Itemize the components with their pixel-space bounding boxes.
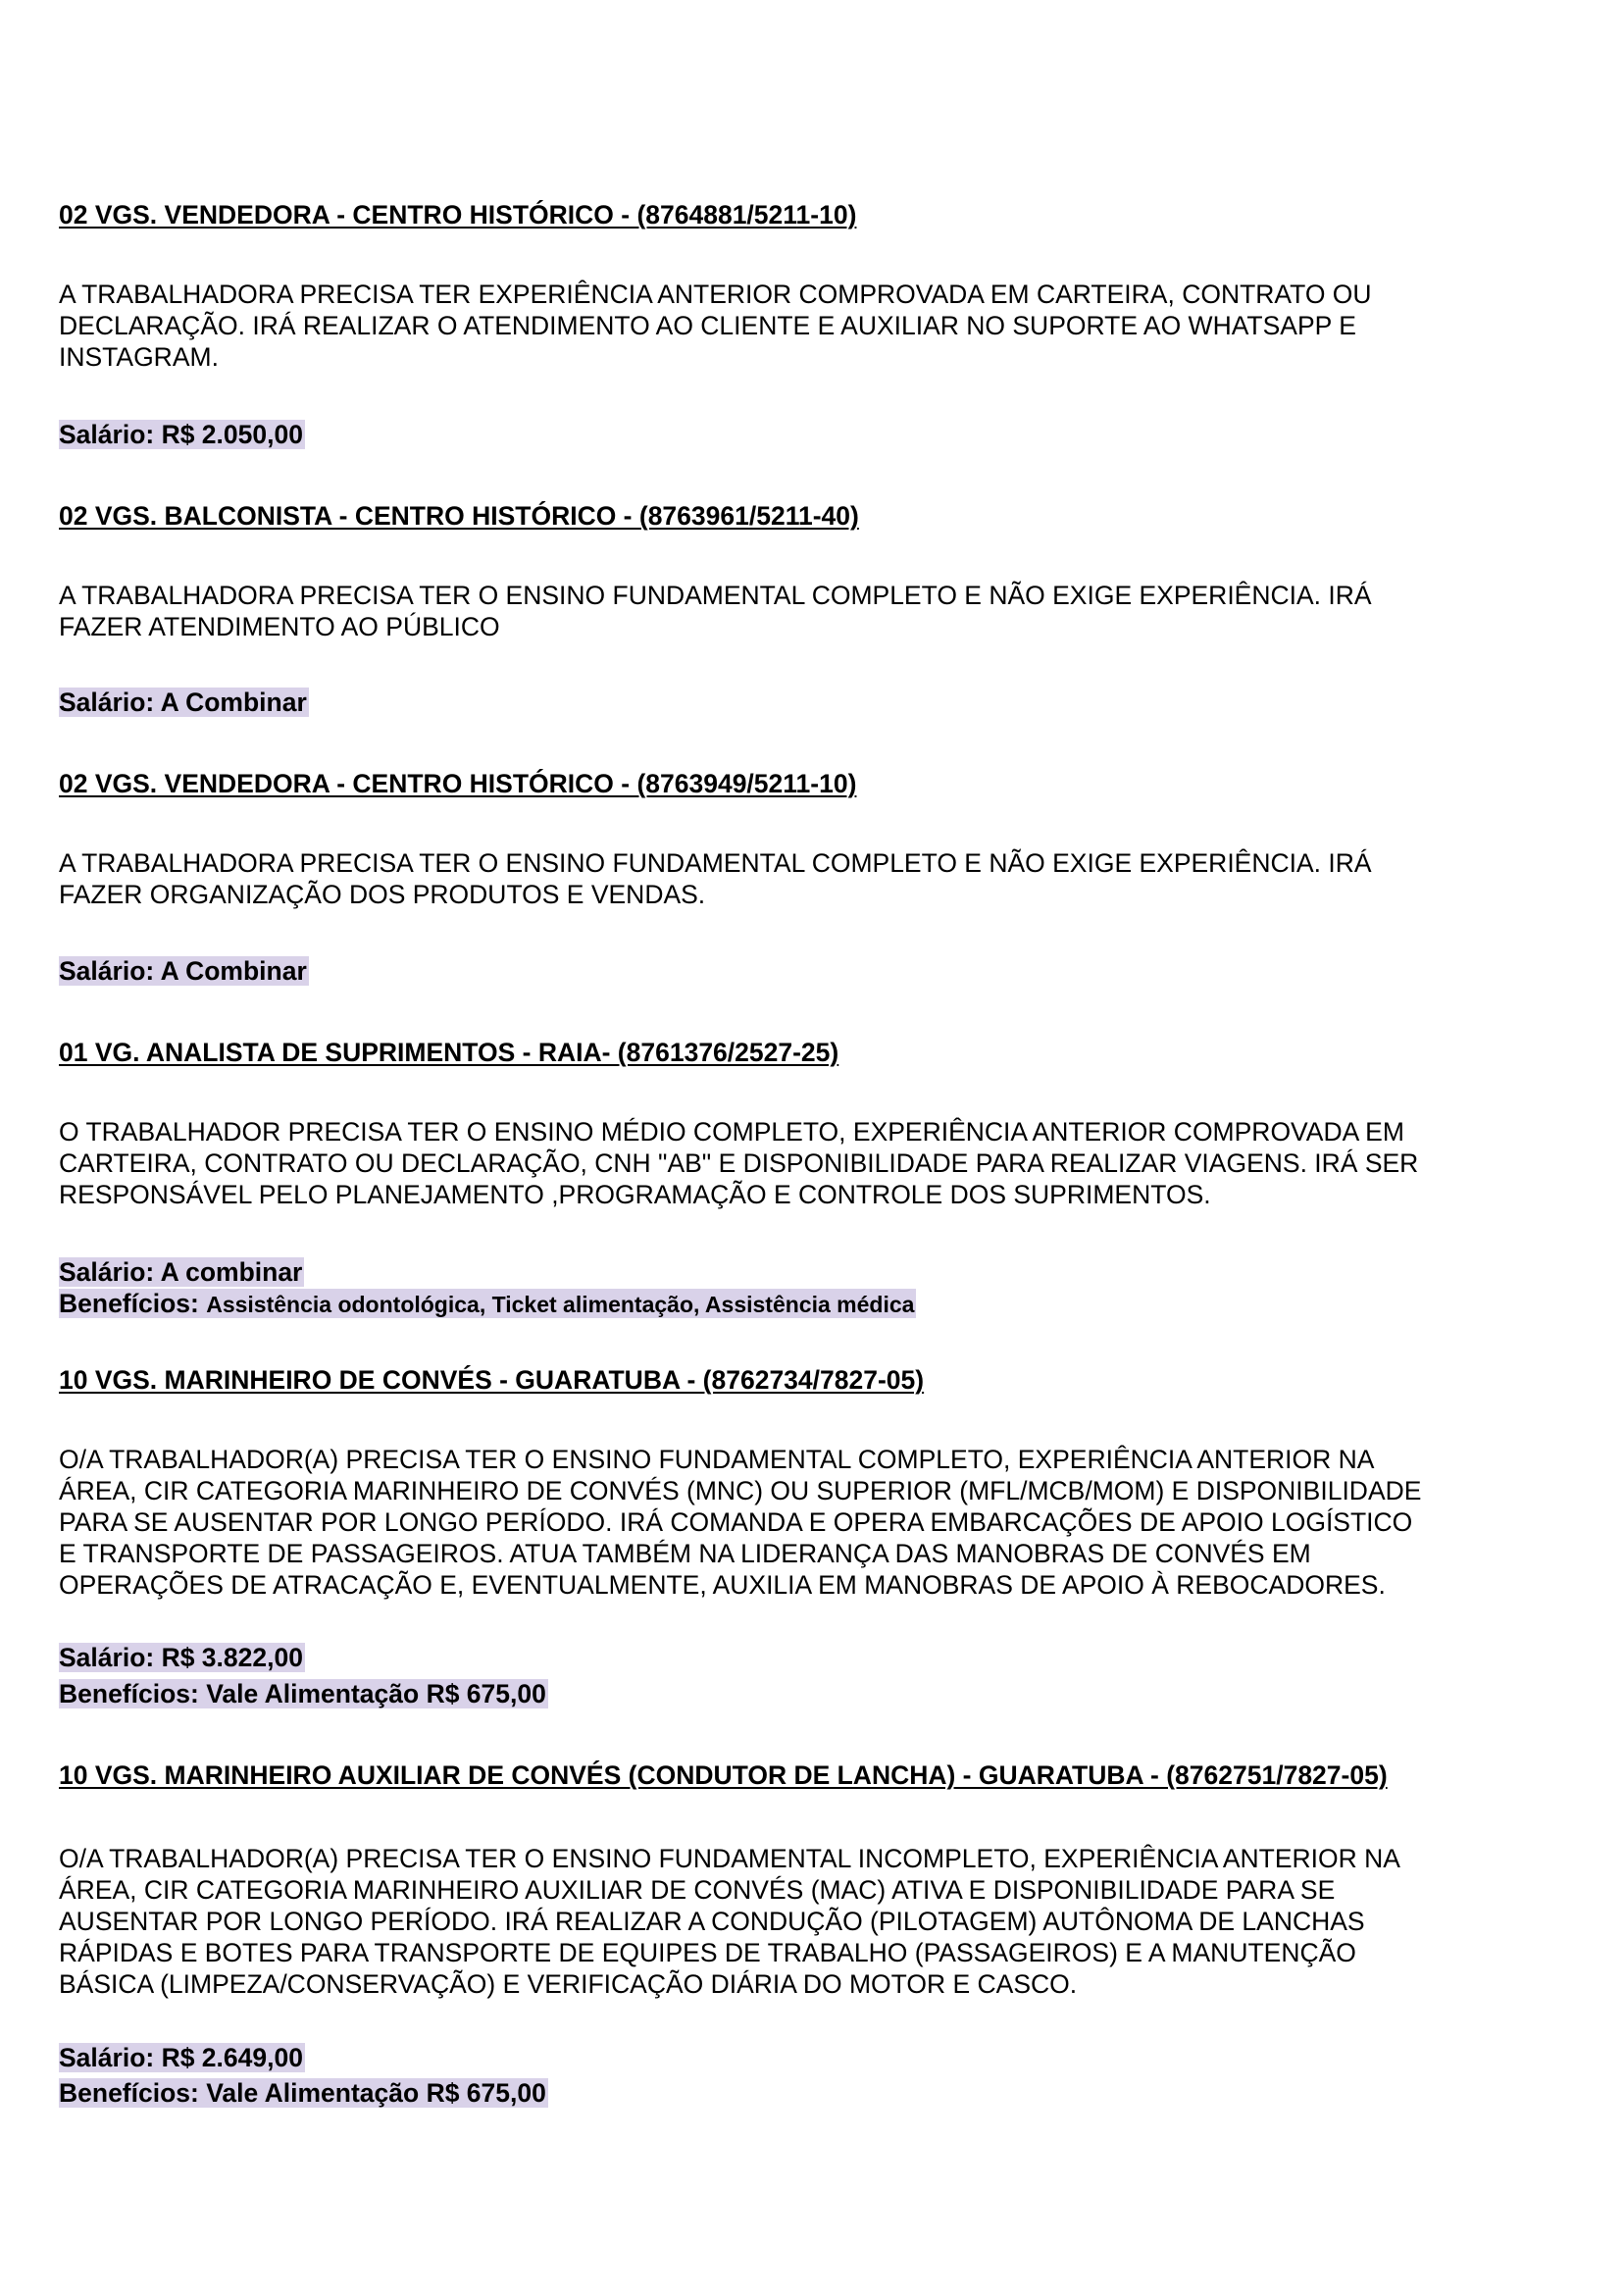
job-description-line: INSTAGRAM. [59,342,219,372]
salary-highlight: Salário: R$ 3.822,00 [59,1643,303,1672]
benefits-line [59,1288,916,1320]
salary-highlight: Salário: R$ 2.649,00 [59,2043,303,2072]
job-description-line: O/A TRABALHADOR(A) PRECISA TER O ENSINO FUNDAMENTAL COMPLETO, EXPERIÊNCIA ANTERIOR NA [59,1445,1375,1474]
job-description-line: PARA SE AUSENTAR POR LONGO PERÍODO. IRÁ COMANDA E OPERA EMBARCAÇÕES DE APOIO LOGÍSTICO [59,1507,1413,1537]
salary-line [59,419,305,450]
job-description-line: CARTEIRA, CONTRATO OU DECLARAÇÃO, CNH "AB" E DISPONIBILIDADE PARA REALIZAR VIAGENS. IRÁ SER [59,1148,1419,1178]
job-title: 02 VGS. VENDEDORA - CENTRO HISTÓRICO - (8764881/5211-10) [59,200,857,229]
salary-line [59,1256,304,1288]
job-description-line: E TRANSPORTE DE PASSAGEIROS. ATUA TAMBÉM NA LIDERANÇA DAS MANOBRAS DE CONVÉS EM [59,1539,1311,1568]
job-title: 02 VGS. BALCONISTA - CENTRO HISTÓRICO - (8763961/5211-40) [59,501,859,531]
job-description-line: RESPONSÁVEL PELO PLANEJAMENTO ,PROGRAMAÇÃO E CONTROLE DOS SUPRIMENTOS. [59,1180,1211,1209]
job-title: 02 VGS. VENDEDORA - CENTRO HISTÓRICO - (8763949/5211-10) [59,769,857,798]
job-description-line: RÁPIDAS E BOTES PARA TRANSPORTE DE EQUIPES DE TRABALHO (PASSAGEIROS) E A MANUTENÇÃO [59,1938,1356,1967]
benefits-line [59,1678,548,1709]
benefits-value: Assistência odontológica, Ticket alimentação, Assistência médica [206,1292,915,1317]
job-description-line: A TRABALHADORA PRECISA TER O ENSINO FUNDAMENTAL COMPLETO E NÃO EXIGE EXPERIÊNCIA. IRÁ [59,581,1372,610]
benefits-highlight [59,1289,916,1318]
job-description-line: DECLARAÇÃO. IRÁ REALIZAR O ATENDIMENTO AO CLIENTE E AUXILIAR NO SUPORTE AO WHATSAPP E [59,311,1356,340]
job-description-line: ÁREA, CIR CATEGORIA MARINHEIRO DE CONVÉS (MNC) OU SUPERIOR (MFL/MCB/MOM) E DISPONIBILIDADE [59,1476,1422,1505]
benefits-highlight: Benefícios: Vale Alimentação R$ 675,00 [59,1679,546,1708]
benefits-label: Benefícios: [59,1289,199,1318]
job-title: 01 VG. ANALISTA DE SUPRIMENTOS - RAIA- (8761376/2527-25) [59,1038,839,1067]
job-description-line: AUSENTAR POR LONGO PERÍODO. IRÁ REALIZAR A CONDUÇÃO (PILOTAGEM) AUTÔNOMA DE LANCHAS [59,1907,1365,1936]
benefits-line [59,2077,548,2109]
job-description-line: FAZER ATENDIMENTO AO PÚBLICO [59,612,500,641]
salary-highlight: Salário: A Combinar [59,956,307,986]
job-title: 10 VGS. MARINHEIRO DE CONVÉS - GUARATUBA - (8762734/7827-05) [59,1365,925,1395]
job-description-line: ÁREA, CIR CATEGORIA MARINHEIRO AUXILIAR DE CONVÉS (MAC) ATIVA E DISPONIBILIDADE PARA SE [59,1875,1336,1905]
salary-highlight: Salário: R$ 2.050,00 [59,420,303,449]
salary-line [59,2042,305,2073]
benefits-highlight: Benefícios: Vale Alimentação R$ 675,00 [59,2078,546,2108]
job-description-line: A TRABALHADORA PRECISA TER O ENSINO FUNDAMENTAL COMPLETO E NÃO EXIGE EXPERIÊNCIA. IRÁ [59,848,1372,878]
job-description-line: O TRABALHADOR PRECISA TER O ENSINO MÉDIO COMPLETO, EXPERIÊNCIA ANTERIOR COMPROVADA EM [59,1117,1404,1147]
salary-highlight: Salário: A combinar [59,1257,303,1287]
salary-highlight: Salário: A Combinar [59,688,307,717]
job-description-line: FAZER ORGANIZAÇÃO DOS PRODUTOS E VENDAS. [59,880,706,909]
job-description-line: OPERAÇÕES DE ATRACAÇÃO E, EVENTUALMENTE, AUXILIA EM MANOBRAS DE APOIO À REBOCADORES. [59,1570,1386,1600]
job-description-line: BÁSICA (LIMPEZA/CONSERVAÇÃO) E VERIFICAÇÃO DIÁRIA DO MOTOR E CASCO. [59,1969,1078,1999]
job-description-line: A TRABALHADORA PRECISA TER EXPERIÊNCIA ANTERIOR COMPROVADA EM CARTEIRA, CONTRATO OU [59,280,1372,309]
salary-line [59,955,309,987]
job-title: 10 VGS. MARINHEIRO AUXILIAR DE CONVÉS (CONDUTOR DE LANCHA) - GUARATUBA - (8762751/7827-05) [59,1760,1388,1790]
salary-line [59,687,309,718]
salary-line [59,1642,305,1673]
job-description-line: O/A TRABALHADOR(A) PRECISA TER O ENSINO FUNDAMENTAL INCOMPLETO, EXPERIÊNCIA ANTERIOR NA [59,1844,1400,1873]
